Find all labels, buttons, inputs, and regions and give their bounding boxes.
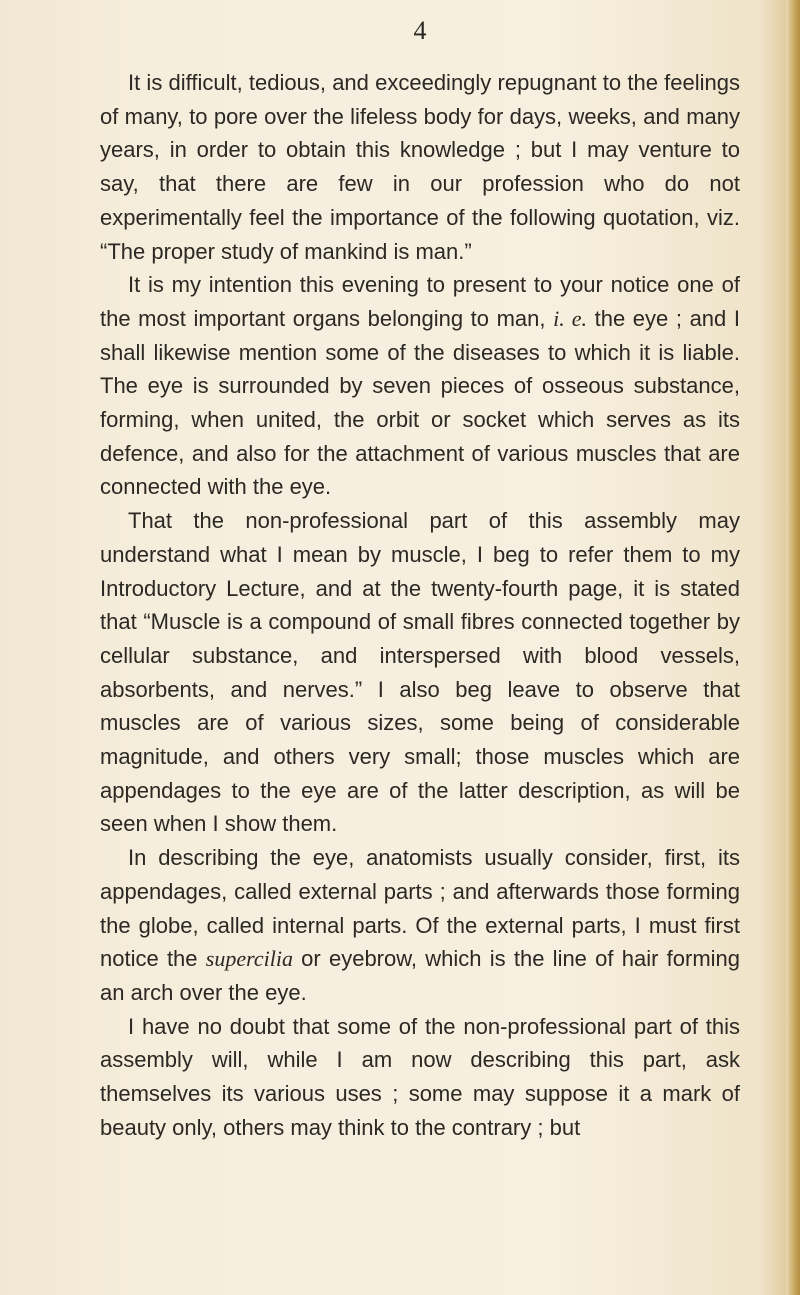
paragraph-text: It is difficult, tedious, and exceedingly repugnant to the feelings of many, to pore over the lifeless body for days, weeks, and many years, in order to obtain this knowledge ; but I may venture to say, that there are few in our profession who do not experimentally feel the importance of the following quotation, viz. “The proper study of mankind is man.” [100,70,740,264]
page-edge [786,0,800,1295]
paragraph-text: In describing the eye, anatomists usually consider, first, its appendages, called external parts ; and afterwards those forming the globe, called internal parts. Of the external parts, I must first notice the [100,845,740,972]
paragraph-text: the eye ; and I shall likewise mention some of the diseases to which it is liable. The eye is surrounded by seven pieces of osseous substance, forming, when united, the orbit or socket which serves as its defence, and also for the attachment of various muscles that are connected with the eye. [100,305,740,500]
italic-phrase: i. e. [553,305,587,331]
paragraph-text: That the non-professional part of this assembly may understand what I mean by muscle, I beg to refer them to my Introductory Lecture, and at the twenty-fourth page, it is stated that “Muscle is a compound of small fibres connected together by cellular substance, and interspersed with blood vessels, absorbents, and nerves.” I also beg leave to observe that muscles are of various sizes, some being of considerable magnitude, and others very small; those muscles which are appendages to the eye are of the latter description, as will be seen when I show them. [100,508,740,837]
italic-term: supercilia [205,946,293,972]
paragraph-4 [100,841,740,1010]
body-text [100,66,740,1145]
paragraph-text: It is my intention this evening to present to your notice one of the most important organs belonging to man, [100,272,740,331]
paragraph-text: I have no doubt that some of the non-professional part of this assembly will, while I am now describing this part, ask themselves its various uses ; some may suppose it a mark of beauty only, others may think to the contrary ; but [100,1013,740,1140]
page-number: 4 [413,16,427,45]
paragraph-5 [100,1010,740,1145]
paragraph-2 [100,268,740,504]
paragraph-text: or eyebrow, which is the line of hair forming an arch over the eye. [100,946,741,1005]
paragraph-1 [100,66,740,268]
paragraph-3 [100,504,740,841]
